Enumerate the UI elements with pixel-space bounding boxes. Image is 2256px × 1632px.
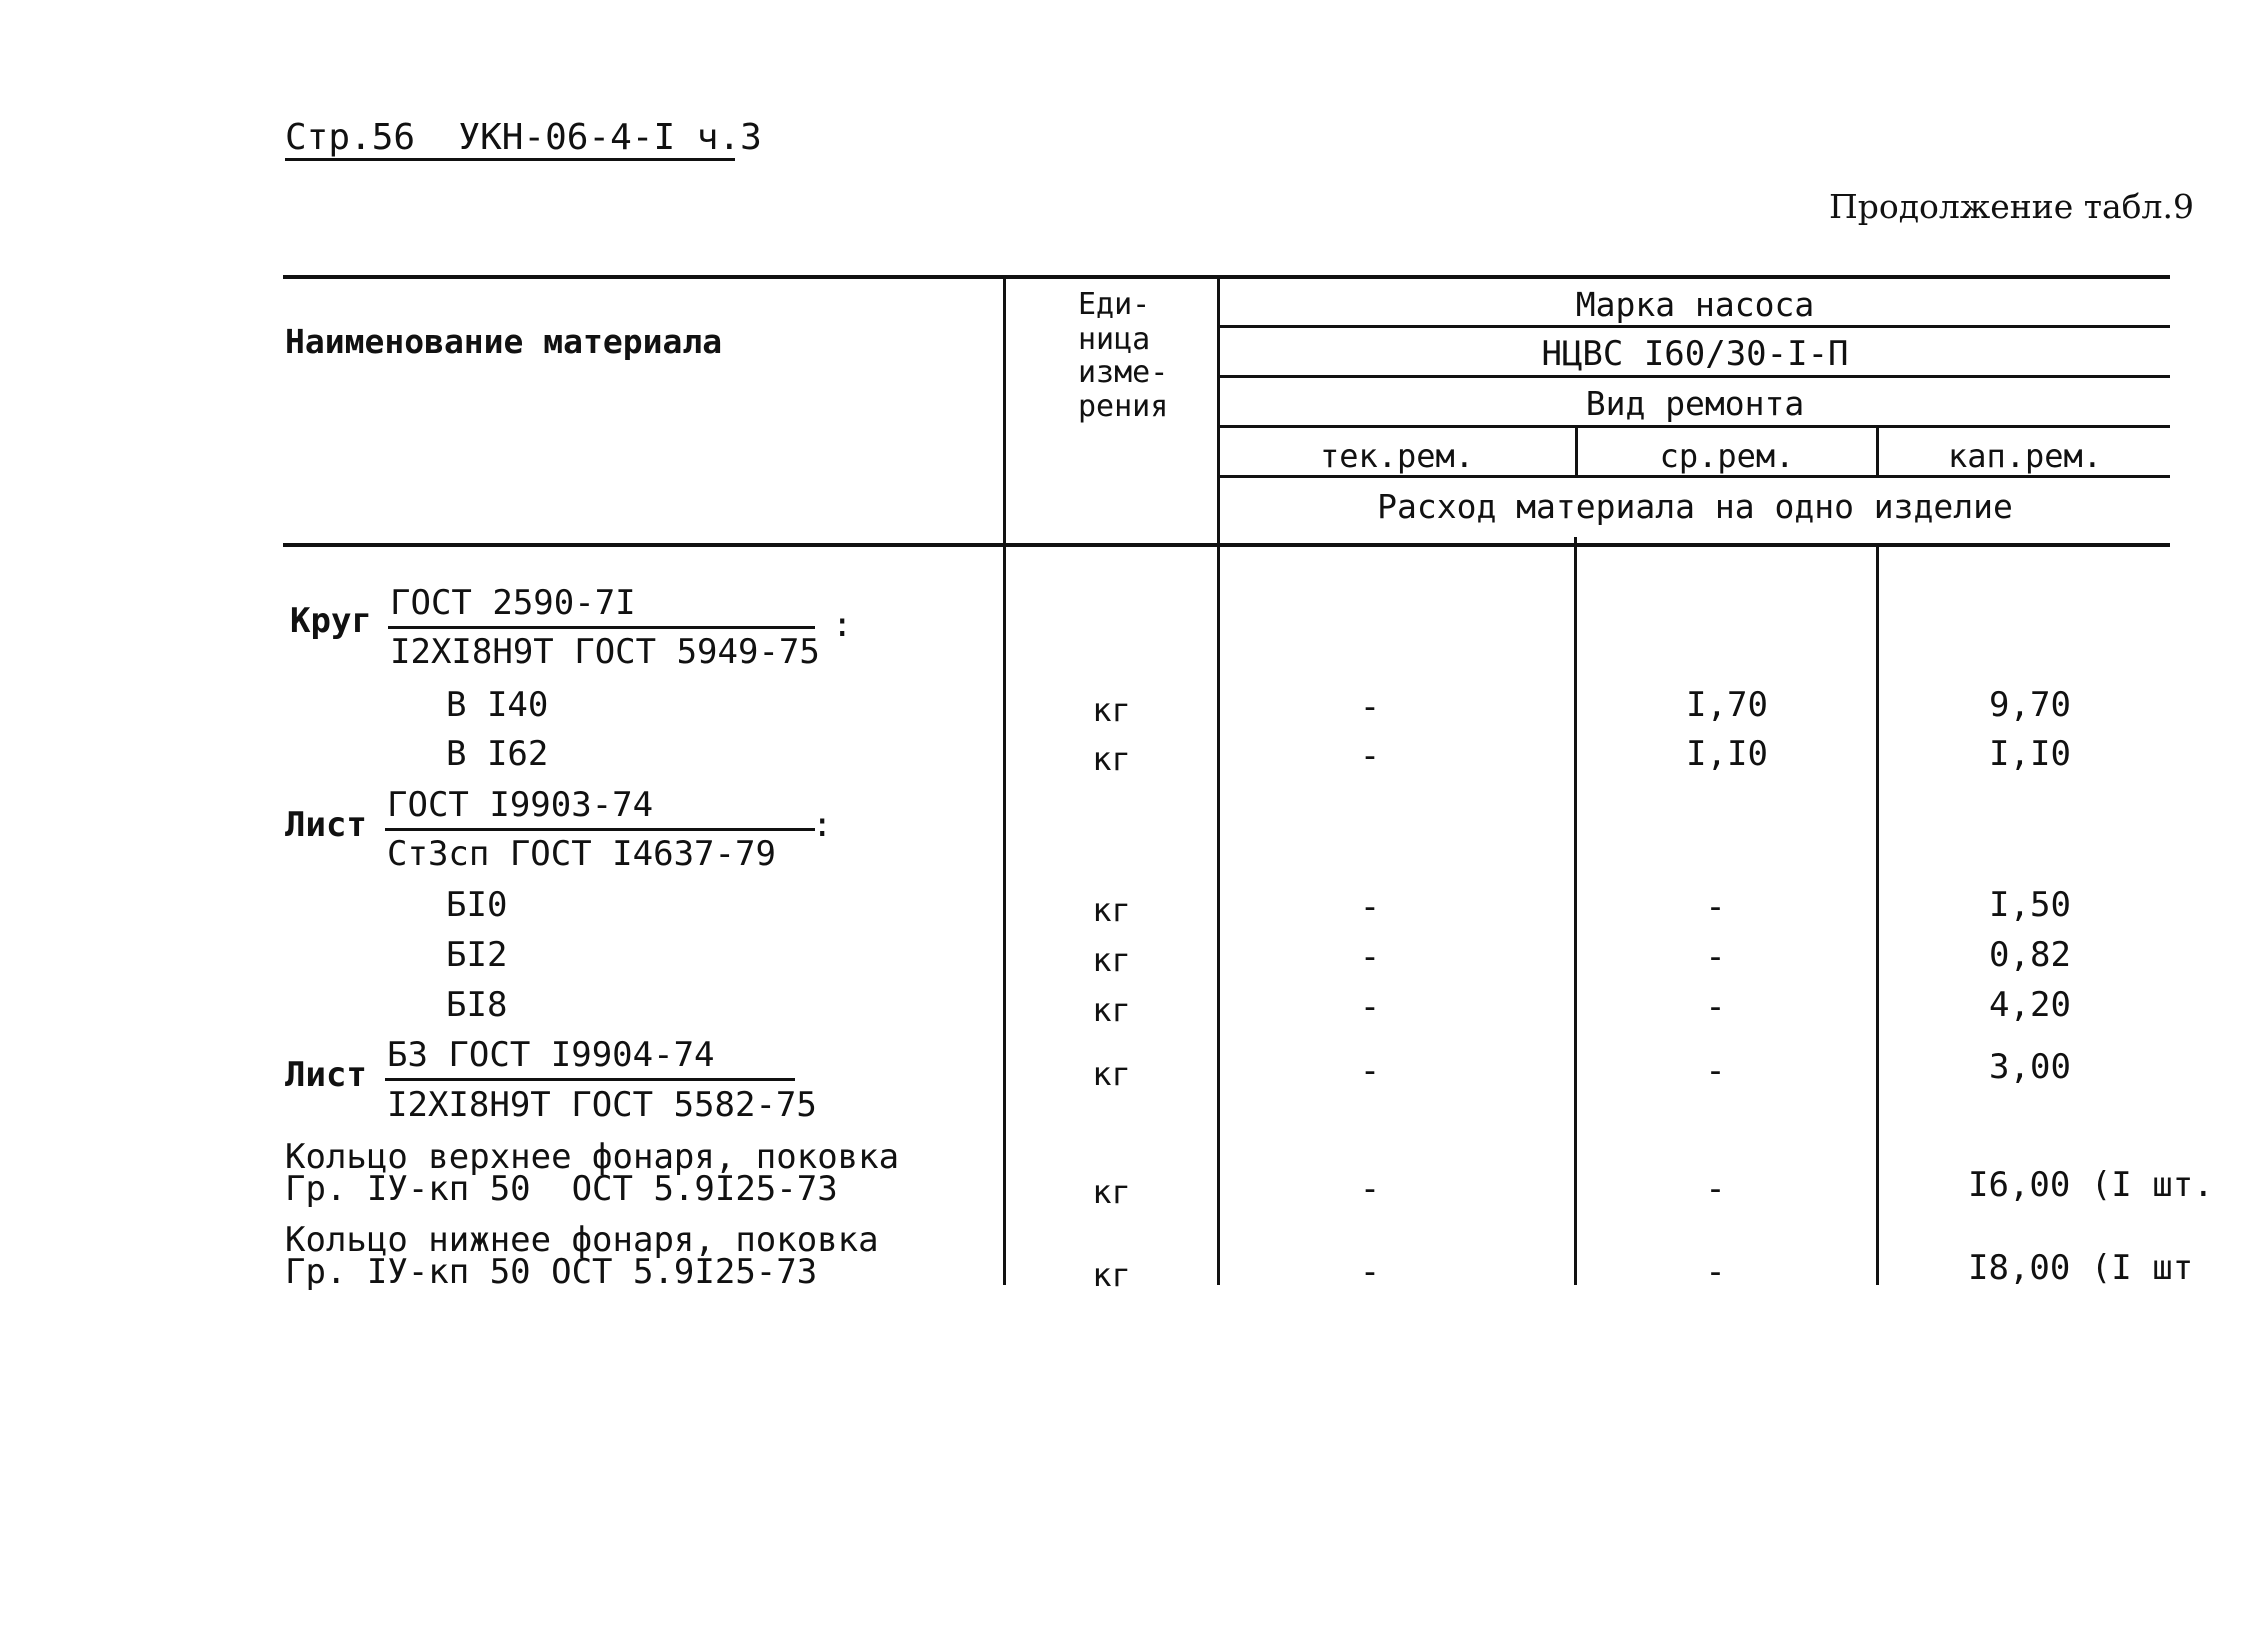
page-ref-underline	[285, 158, 735, 161]
rule-brand	[1218, 325, 2170, 328]
header-unit-line-3: изме-	[1078, 355, 1169, 390]
row-name: В I40	[446, 685, 549, 725]
rule-repair-type	[1218, 375, 2170, 378]
group-list2-denominator: I2XI8H9T ГОСТ 5582-75	[387, 1085, 817, 1125]
col-divider-sr-kap-header	[1876, 425, 1879, 478]
continuation-label: Продолжение табл.9	[1828, 187, 2194, 226]
row-tek: -	[1359, 736, 1381, 776]
row-sr: -	[1705, 987, 1726, 1027]
row-sr: -	[1705, 1051, 1726, 1091]
header-repair-type-label: Вид ремонта	[1585, 384, 1805, 423]
row-unit: кг	[1092, 941, 1131, 979]
row-tek: -	[1359, 937, 1381, 977]
row-tek: -	[1359, 1252, 1381, 1292]
col-divider-unit	[1003, 275, 1006, 1285]
group-list2-numerator: Б3 ГОСТ I9904-74	[387, 1035, 715, 1075]
header-pump-brand: НЦВС I60/30-I-П	[1541, 334, 1849, 374]
header-unit-line-1: Еди-	[1078, 287, 1151, 322]
row-unit: кг	[1092, 1256, 1131, 1294]
group-list2-label: Лист	[285, 1055, 367, 1095]
group-list1-numerator: ГОСТ I9903-74	[387, 785, 654, 825]
group-krug-denominator: I2XI8H9T ГОСТ 5949-75	[390, 632, 820, 672]
row-name: БI2	[446, 935, 508, 975]
row-name: В I62	[446, 734, 549, 774]
row-name-line-1: Кольцо верхнее фонаря, поковка	[285, 1137, 900, 1177]
row-name-line-1: Кольцо нижнее фонаря, поковка	[285, 1220, 879, 1260]
row-sr: -	[1705, 1252, 1726, 1292]
header-repair-current: тек.рем.	[1319, 437, 1475, 475]
row-kap: 9,70	[1989, 685, 2071, 725]
row-unit: кг	[1092, 1173, 1131, 1211]
table-top-rule	[283, 275, 2170, 279]
row-unit: кг	[1092, 691, 1131, 729]
row-sr: -	[1705, 887, 1726, 927]
row-unit: кг	[1092, 740, 1131, 778]
group-krug-label: Круг	[290, 601, 372, 641]
header-consumption: Расход материала на одно изделие	[1377, 487, 2013, 526]
col-divider-sr-kap	[1876, 547, 1879, 1285]
col-divider-tek-sr	[1574, 537, 1577, 1285]
row-kap: 0,82	[1989, 935, 2071, 975]
group-list1-fraction-bar	[385, 828, 815, 831]
header-unit-line-4: рения	[1078, 389, 1169, 424]
row-unit: кг	[1092, 991, 1131, 1029]
row-name-line-2: Гр. IУ-кп 50 ОСТ 5.9I25-73	[285, 1252, 818, 1292]
col-divider-data	[1217, 275, 1220, 1285]
group-krug-colon: :	[832, 605, 853, 645]
row-tek: -	[1359, 887, 1381, 927]
header-material-name: Наименование материала	[285, 322, 723, 361]
row-kap: I6,00 (I шт.	[1968, 1165, 2214, 1205]
header-repair-medium: ср.рем.	[1659, 437, 1795, 475]
group-list1-denominator: Ст3сп ГОСТ I4637-79	[387, 834, 776, 874]
row-tek: -	[1359, 687, 1381, 727]
group-krug-numerator: ГОСТ 2590-7I	[390, 583, 636, 623]
row-kap: I8,00 (I шт	[1968, 1248, 2194, 1288]
row-sr: -	[1705, 937, 1726, 977]
row-name: БI0	[446, 885, 508, 925]
row-name: БI8	[446, 985, 508, 1025]
header-pump-brand-label: Марка насоса	[1575, 285, 1815, 324]
row-sr: I,I0	[1686, 734, 1768, 774]
row-unit: кг	[1092, 1055, 1131, 1093]
row-kap: I,50	[1989, 885, 2071, 925]
group-krug-fraction-bar	[388, 626, 815, 629]
row-sr: -	[1705, 1169, 1726, 1209]
row-kap: 3,00	[1989, 1047, 2071, 1087]
row-tek: -	[1359, 987, 1381, 1027]
row-kap: I,I0	[1989, 734, 2071, 774]
header-unit-line-2: ница	[1078, 322, 1151, 357]
group-list2-fraction-bar	[385, 1078, 795, 1081]
group-list1-colon: :	[812, 805, 833, 845]
page-ref: Стр.56 УКН-06-4-I ч.3	[285, 117, 762, 158]
row-unit: кг	[1092, 891, 1131, 929]
row-name-line-2: Гр. IУ-кп 50 ОСТ 5.9I25-73	[285, 1169, 838, 1209]
header-repair-capital: кап.рем.	[1947, 437, 2103, 475]
group-list1-label: Лист	[285, 805, 367, 845]
table-header-bottom-rule	[283, 543, 2170, 547]
rule-repair-kinds	[1218, 425, 2170, 428]
row-sr: I,70	[1686, 685, 1768, 725]
row-kap: 4,20	[1989, 985, 2071, 1025]
row-tek: -	[1359, 1169, 1381, 1209]
row-tek: -	[1359, 1051, 1381, 1091]
rule-consumption	[1218, 475, 2170, 478]
